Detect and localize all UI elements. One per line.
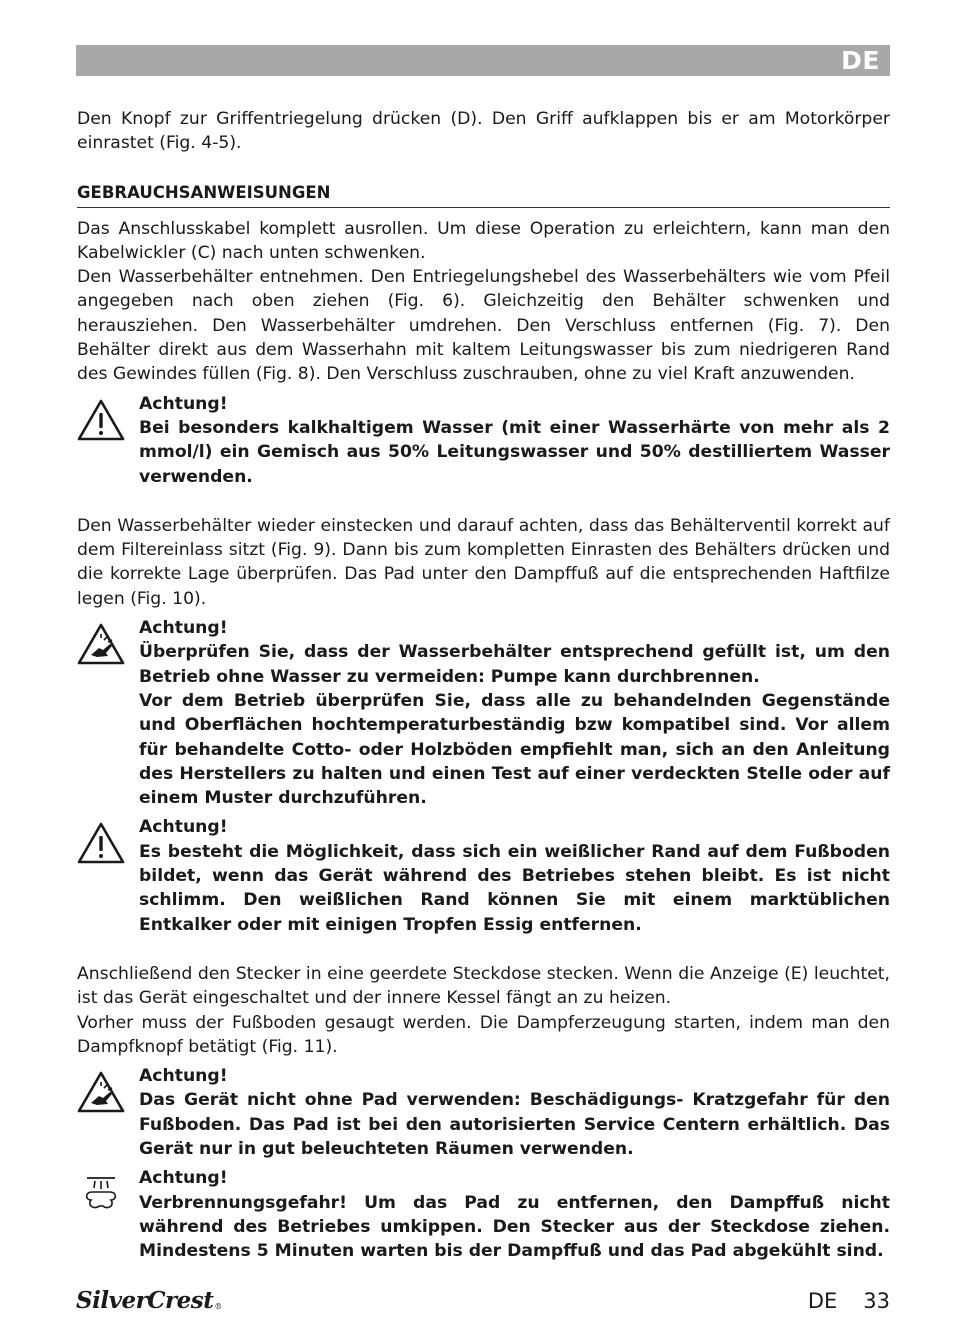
warning-text: Überprüfen Sie, dass der Wasserbehälter entsprechend gefüllt ist, um den Betrieb ohne Wasser zu vermeiden: Pumpe kann durchbrennen. [139, 642, 890, 687]
brand-name: SilverCrest [76, 1287, 214, 1314]
warning-title: Achtung! [139, 618, 228, 639]
hand-hazard-icon [77, 622, 125, 666]
page-content [77, 107, 890, 1263]
trademark-symbol: ® [214, 1302, 222, 1311]
hot-surface-icon [77, 1172, 125, 1216]
warning-block-pump [77, 616, 890, 810]
footer-language: DE [807, 1289, 838, 1313]
header-bar [76, 45, 890, 76]
header-language-label: DE [841, 46, 880, 75]
paragraph-plug-in: Anschließend den Stecker in eine geerdete Steckdose stecken. Wenn die Anzeige (E) leuchtet, ist das Gerät eingeschaltet und der innere Kessel fängt an zu heizen. [77, 963, 890, 1009]
warning-triangle-icon [77, 398, 125, 442]
warning-block-pad [77, 1064, 890, 1161]
warning-block-water-hardness [77, 392, 890, 489]
warning-block-burn [77, 1166, 890, 1263]
paragraph-cable: Das Anschlusskabel komplett ausrollen. Um diese Operation zu erleichtern, kann man den Kabelwickler (C) nach unten schwenken. [77, 218, 890, 263]
warning-text: Verbrennungsgefahr! Um das Pad zu entfernen, den Dampffuß nicht während des Betriebes umkippen. Den Stecker aus der Steckdose ziehen. Mindestens 5 Minuten warten bis der Dampffuß und das Pad abgekühlt sind. [139, 1192, 890, 1262]
warning-triangle-icon [77, 821, 125, 865]
warning-text: Bei besonders kalkhaltigem Wasser (mit einer Wasserhärte von mehr als 2 mmol/l) ein Gemisch aus 50% Leitungswasser und 50% destilliertem Wasser verwenden. [139, 417, 890, 487]
page-number: 33 [863, 1289, 890, 1313]
warning-title: Achtung! [139, 1066, 228, 1087]
warning-title: Achtung! [139, 817, 228, 838]
section-heading: GEBRAUCHSANWEISUNGEN [77, 182, 890, 208]
brand-logo [76, 1288, 222, 1314]
warning-title: Achtung! [139, 393, 228, 414]
warning-title: Achtung! [139, 1168, 228, 1189]
intro-paragraph: Den Knopf zur Griffentriegelung drücken (D). Den Griff aufklappen bis er am Motorkörper einrastet (Fig. 4-5). [77, 109, 890, 154]
warning-text-secondary: Vor dem Betrieb überprüfen Sie, dass alle zu behandelnden Gegenstände und Oberflächen hochtemperaturbeständig bzw kompatibel sind. Vor allem für behandelte Cotto- oder Holzböden empfiehlt man, sich an den Anleitung des Herstellers zu halten und einen Test auf einer verdeckten Stelle oder auf einem Muster durchzuführen. [139, 690, 890, 809]
warning-text: Das Gerät nicht ohne Pad verwenden: Beschädigungs- Kratzgefahr für den Fußboden. Das Pad ist bei den autorisierten Service Centern erhältlich. Das Gerät nur in gut beleuchteten Räumen verwenden. [139, 1090, 890, 1159]
paragraph-water-tank: Den Wasserbehälter entnehmen. Den Entriegelungshebel des Wasserbehälters wie vom Pfeil angegeben nach oben ziehen (Fig. 6). Gleichzeitig den Behälter schwenken und herausziehen. Den Wasserbehälter umdrehen. Den Verschluss entfernen (Fig. 7). Den Behälter direkt aus dem Wasserhahn mit kaltem Leitungswasser bis zum niedrigeren Rand des Gewindes füllen (Fig. 8). Den Verschluss zuschrauben, ohne zu viel Kraft anzuwenden. [77, 267, 890, 385]
hand-hazard-icon [77, 1070, 125, 1114]
paragraph-vacuum: Vorher muss der Fußboden gesaugt werden. Die Dampferzeugung starten, indem man den Dampfknopf betätigt (Fig. 11). [77, 1012, 890, 1057]
paragraph-reinsert-tank: Den Wasserbehälter wieder einstecken und darauf achten, dass das Behälterventil korrekt auf dem Filtereinlass sitzt (Fig. 9). Dann bis zum kompletten Einrasten des Behälters drücken und die korrekte Lage überprüfen. Das Pad unter den Dampffuß auf die entsprechenden Haftfilze legen (Fig. 10). [77, 515, 890, 609]
page-footer [782, 1288, 890, 1314]
warning-block-white-edge [77, 815, 890, 936]
warning-text: Es besteht die Möglichkeit, dass sich ein weißlicher Rand auf dem Fußboden bildet, wenn das Gerät während des Betriebes stehen bleibt. Es ist nicht schlimm. Den weißlichen Rand können Sie mit einem marktüblichen Entkalker oder mit einigen Tropfen Essig entfernen. [139, 841, 890, 935]
